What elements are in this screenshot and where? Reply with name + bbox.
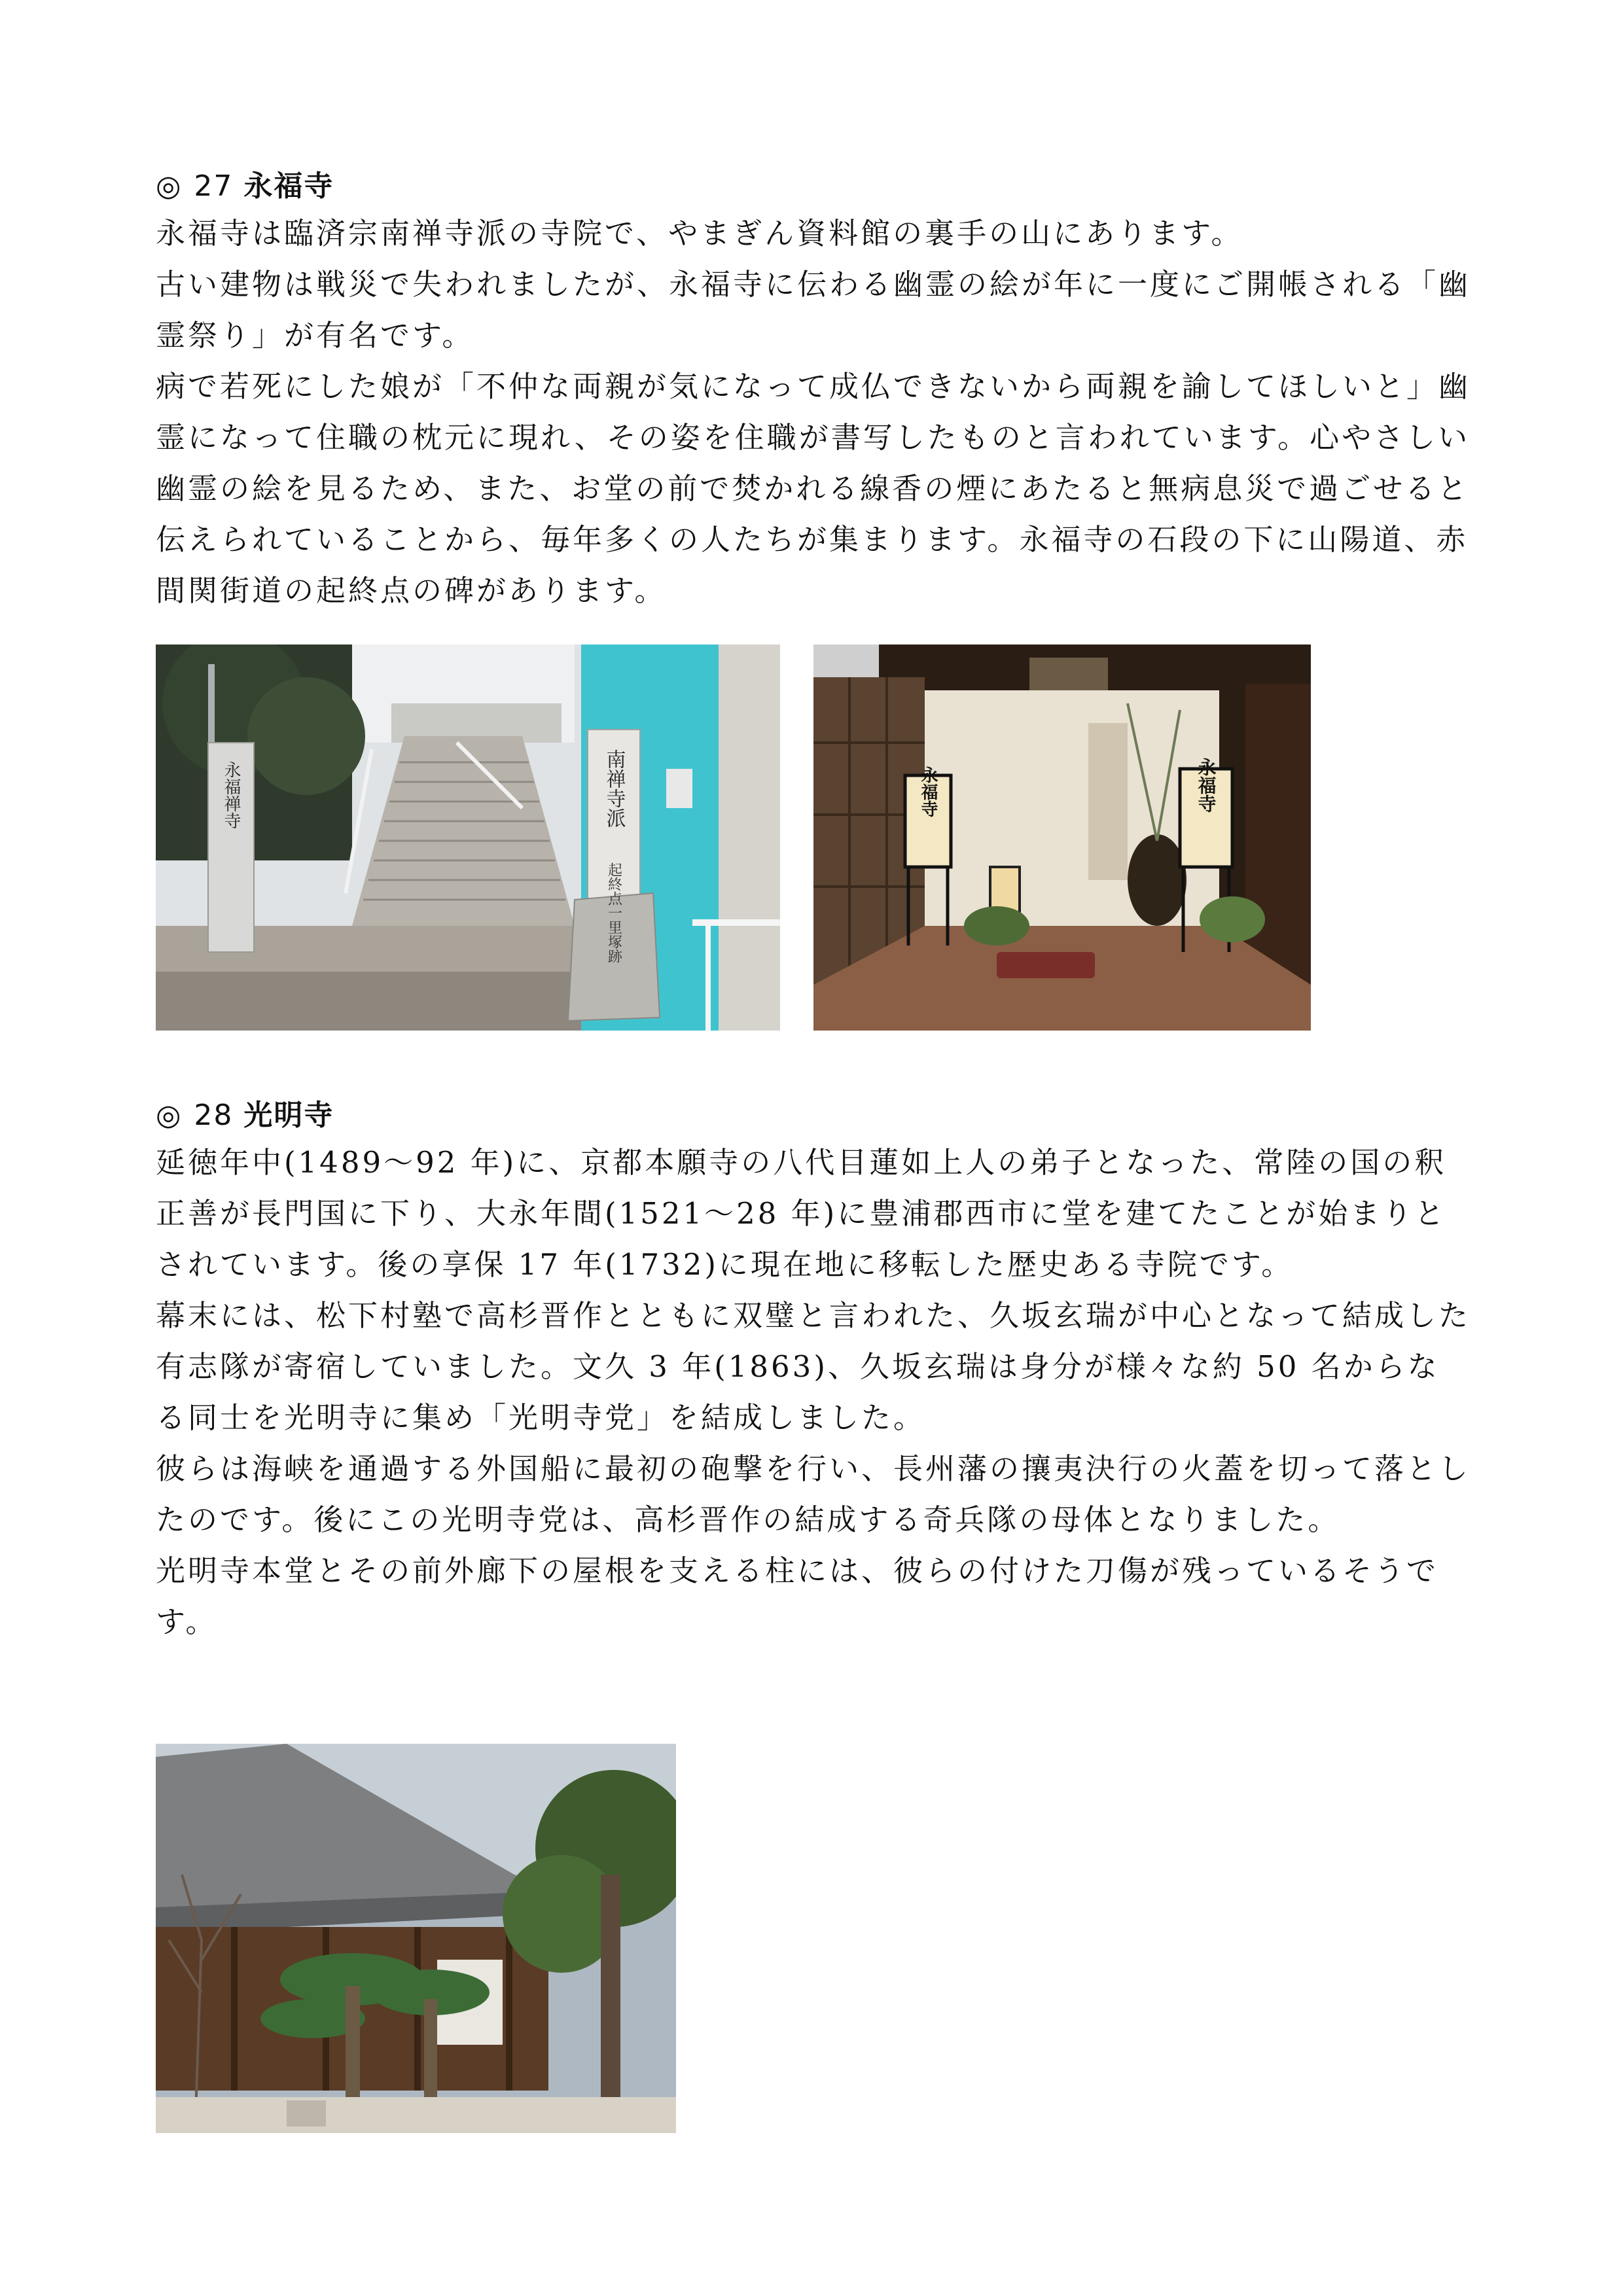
section-title-27: [156, 162, 334, 204]
photo-komyoji-hall: [156, 1744, 676, 2133]
lantern-left-text: 永福寺: [918, 766, 938, 817]
double-circle-mark: ◎: [156, 169, 183, 203]
photo-eifukuji-altar: [813, 645, 1311, 1031]
paragraph: 光明寺本堂とその前外廊下の屋根を支える柱には、彼らの付けた刀傷が残っているそうです。: [156, 1553, 1439, 1639]
section-name: 永福寺: [243, 169, 334, 203]
section-title-28: [156, 1091, 334, 1133]
paragraph: 彼らは海峡を通過する外国船に最初の砲撃を行い、長州藩の攘夷決行の火蓋を切って落としたのです。後にこの光明寺党は、高杉晋作の結成する奇兵隊の母体となりました。: [156, 1451, 1471, 1537]
paragraph: 永福寺は臨済宗南禅寺派の寺院で、やまぎん資料館の裏手の山にあります。: [156, 216, 1243, 251]
banner-text: 南禅寺派: [602, 749, 626, 828]
paragraph: 病で若死にした娘が「不仲な両親が気になって成仏できないから両親を諭してほしいと」幽霊になって住職の枕元に現れ、その姿を住職が書写したものと言われています。心やさしい幽霊の絵を見るため、また、お堂の前で焚かれる線香の煙にあたると無病息災で過ごせると伝えられていることから、毎年多くの人たちが集まります。永福寺の石段の下に山陽道、赤間関街道の起終点の碑があります。: [156, 369, 1471, 608]
section-body-28: [156, 1137, 1471, 1648]
section-body-27: [156, 208, 1471, 616]
paragraph: 幕末には、松下村塾で高杉晋作とともに双璧と言われた、久坂玄瑞が中心となって結成した有志隊が寄宿していました。文久 3 年(1863)、久坂玄瑞は身分が様々な約 50 名からなる同士を光明寺に集め「光明寺党」を結成しました。: [156, 1298, 1471, 1435]
paragraph: 古い建物は戦災で失われましたが、永福寺に伝わる幽霊の絵が年に一度にご開帳される「幽霊祭り」が有名です。: [156, 267, 1471, 353]
section-name: 光明寺: [243, 1099, 334, 1132]
paragraph: 延徳年中(1489～92 年)に、京都本願寺の八代目蓮如上人の弟子となった、常陸の国の釈正善が長門国に下り、大永年間(1521～28 年)に豊浦郡西市に堂を建てたことが始まりとされています。後の享保 17 年(1732)に現在地に移転した歴史ある寺院です。: [156, 1145, 1447, 1282]
double-circle-mark: ◎: [156, 1099, 183, 1132]
gate-pillar-text: 永福禅寺: [221, 761, 241, 829]
photo-eifukuji-gate: [156, 645, 780, 1031]
lantern-right-text: 永福寺: [1195, 758, 1217, 813]
section-number: 27: [194, 169, 234, 203]
section-number: 28: [194, 1099, 234, 1132]
stone-marker-text: 起終点一里塚跡: [605, 862, 622, 963]
